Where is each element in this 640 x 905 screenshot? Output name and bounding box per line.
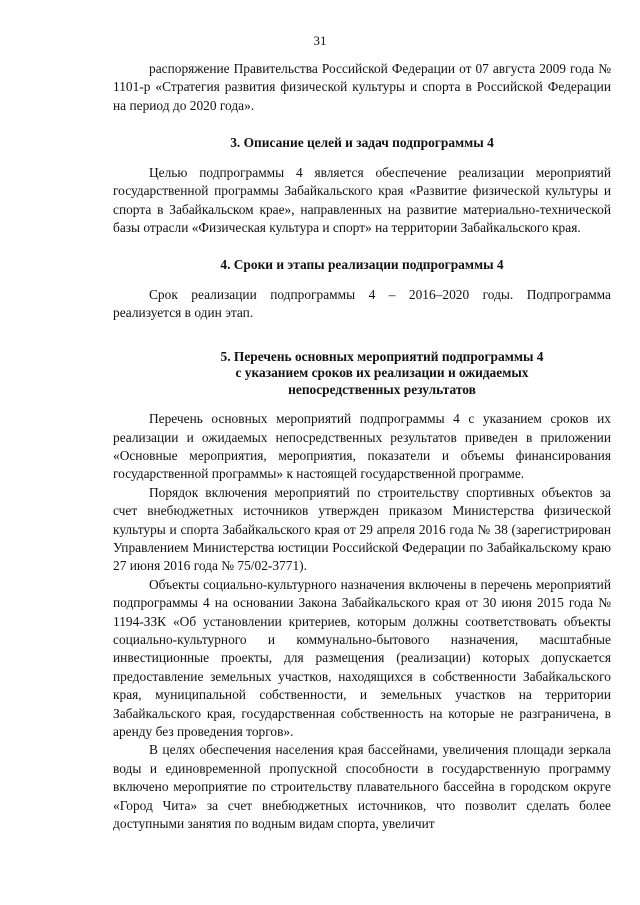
section-3-heading: 3. Описание целей и задач подпрограммы 4 bbox=[230, 135, 494, 151]
intro-paragraph: распоряжение Правительства Российской Федерации от 07 августа 2009 года № 1101-р «Стратегия развития физической культуры и спорта в Российской Федерации на период до 2020 года». bbox=[113, 61, 611, 113]
section-5-paragraph-2: Порядок включения мероприятий по строительству спортивных объектов за счет внебюджетных источников утвержден приказом Министерства физической культуры и спорта Забайкальского края от 29 апреля 2016 года № 38 (зарегистрирован Управлением Министерства юстиции Российской Федерации по Забайкальскому краю 27 июня 2016 года № 75/02-3771). bbox=[113, 484, 611, 574]
section-5-paragraph-1: Перечень основных мероприятий подпрограммы 4 с указанием сроков их реализации и ожидаемых непосредственных результатов приведен в приложении «Основные мероприятия, мероприятия, показатели и объемы финансирования государственной программы» к настоящей государственной программе. bbox=[113, 411, 611, 482]
section-5-paragraph-4: В целях обеспечения населения края бассейнами, увеличения площади зеркала воды и единовременной пропускной способности в государственную программу включено мероприятие по строительству плавательного бассейна в городском округе «Город Чита» за счет внебюджетных источников, что позволит сделать более доступными занятия по водным видам спорта, увеличит bbox=[113, 742, 611, 832]
section-5-heading-line-1: 5. Перечень основных мероприятий подпрограммы 4 bbox=[220, 348, 544, 364]
section-4-paragraph: Срок реализации подпрограммы 4 – 2016–2020 годы. Подпрограмма реализуется в один этап. bbox=[113, 286, 611, 321]
page-number: 31 bbox=[313, 33, 327, 48]
section-5-heading-line-3: непосредственных результатов bbox=[288, 381, 476, 397]
section-4-heading: 4. Сроки и этапы реализации подпрограммы 4 bbox=[220, 257, 504, 273]
section-5-paragraph-3: Объекты социально-культурного назначения включены в перечень мероприятий подпрограммы 4 на основании Закона Забайкальского края от 30 июня 2015 года № 1194-ЗЗК «Об установлении критериев, которым должны соответствовать объекты социально-культурного и коммунально-бытового назначения, масштабные инвестиционные проекты, для размещения (реализации) которых допускается предоставление земельных участков, находящихся в собственности Забайкальского края, муниципальной собственности, и земельных участков на территории Забайкальского края, государственная собственность на которые не разграничена, в аренду без проведения торгов». bbox=[113, 576, 611, 740]
section-3-paragraph: Целью подпрограммы 4 является обеспечение реализации мероприятий государственной программы Забайкальского края «Развитие физической культуры и спорта в Забайкальском крае», направленных на развитие материально-технической базы отрасли «Физическая культура и спорт» на территории Забайкальского края. bbox=[113, 164, 611, 235]
section-5-heading bbox=[113, 349, 611, 399]
section-5-heading-line-2: с указанием сроков их реализации и ожидаемых bbox=[235, 365, 529, 381]
document-body bbox=[113, 60, 611, 834]
